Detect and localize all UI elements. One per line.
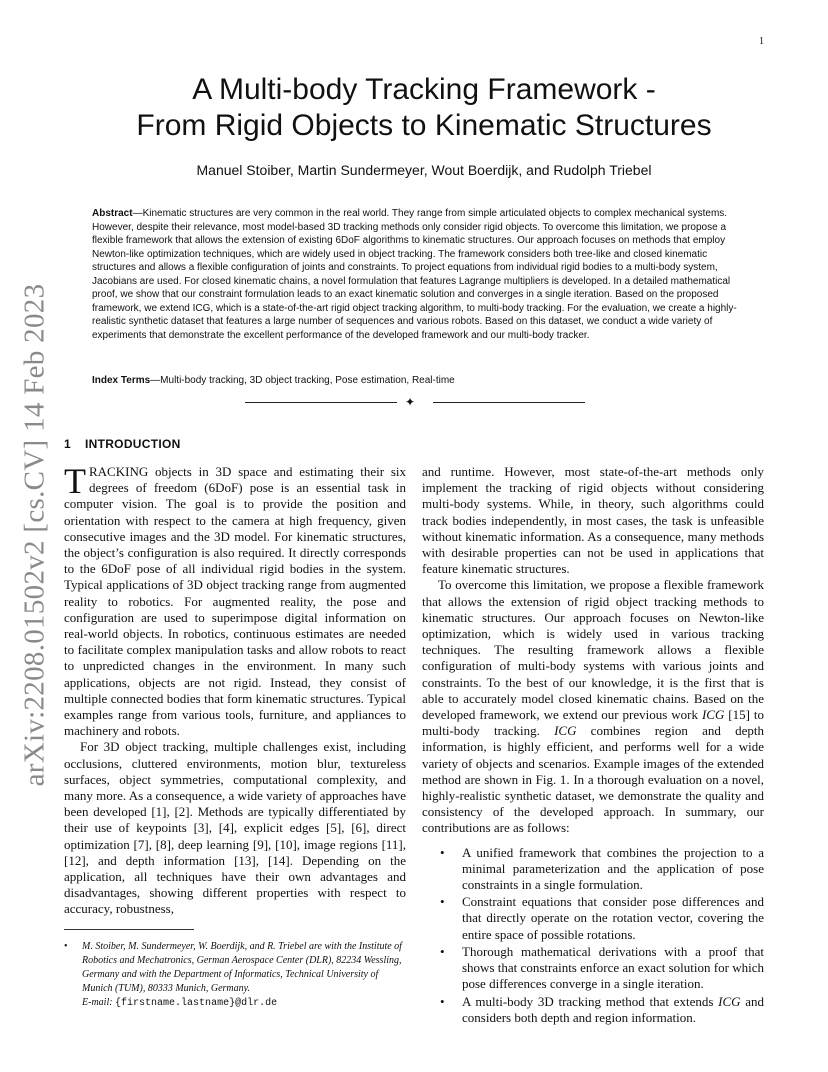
icg-ref-3: ICG xyxy=(718,993,741,1009)
footnote-email-label: E-mail: xyxy=(82,997,116,1008)
divider-line-right xyxy=(433,402,585,403)
abstract xyxy=(92,207,738,342)
intro-paragraph-2: For 3D object tracking, multiple challenges exist, including occlusions, cluttered environments, motion blur, textureless surfaces, object symmetries, computational complexity, and many more. As a consequence, a wide variety of approaches have been developed [1], [2]. Methods are typically differentiated by their use of keypoints [3], [4], explicit edges [5], [6], direct optimization [7], [8], deep learning [9], [10], image regions [11], [12], and depth information [13], [14]. Depending on the application, all techniques have their own advantages and disadvantages, showing different properties with respect to accuracy, robustness, xyxy=(64,739,406,917)
section-heading xyxy=(64,437,181,451)
title-line-1: A Multi-body Tracking Framework - xyxy=(192,73,656,106)
intro-paragraph-4 xyxy=(422,577,764,836)
list-item xyxy=(422,845,764,894)
list-item xyxy=(422,894,764,943)
abstract-text: —Kinematic structures are very common in the real world. They range from simple articulated objects to complex mechanical systems. However, despite their relevance, most model-based 3D tracking methods only consider rigid objects. To overcome this limitation, we propose a flexible framework that allows the extension of existing 6DoF algorithms to kinematic structures. Our approach focuses on methods that employ Newton-like optimization techniques, which are widely used in object tracking. The framework considers both tree-like and closed kinematic structures and allows a flexible configuration of joints and constraints. To project equations from individual rigid bodies to a multi-body system, Jacobians are used. For closed kinematic chains, a novel formulation that features Lagrange multipliers is developed. In a detailed mathematical proof, we show that our constraint formulation leads to an exact kinematic solution and converges in a single iteration. Based on the proposed framework, we extend ICG, which is a state-of-the-art rigid object tracking algorithm, to multi-body tracking. For the evaluation, we create a highly-realistic synthetic dataset that features a large number of sequences and various robots. Based on this dataset, we conduct a wide variety of experiments that demonstrate the excellent performance of the developed framework and our multi-body tracker. xyxy=(92,208,737,341)
drop-cap: T xyxy=(64,461,86,501)
contribution-text-end: and considers both depth and region information. xyxy=(462,993,764,1025)
divider-ornament-icon: ✦ xyxy=(405,395,416,409)
bullet-icon: • xyxy=(440,894,445,910)
intro-paragraph-1 xyxy=(64,461,406,739)
footnote xyxy=(64,940,406,1011)
section-title: INTRODUCTION xyxy=(84,437,181,451)
bullet-icon: • xyxy=(440,844,445,860)
authors: Manuel Stoiber, Martin Sundermeyer, Wout Boerdijk, and Rudolph Triebel xyxy=(196,162,652,178)
paragraph-4-text-b: [15] to multi-body tracking. xyxy=(422,707,764,739)
left-column xyxy=(64,461,406,918)
index-terms xyxy=(92,375,738,386)
paragraph-4-text-a: To overcome this limitation, we propose a flexible framework that allows the extension of rigid object tracking methods to kinematic structures. Our approach focuses on Newton-like optimization, which is widely used in various tracking techniques. The resulting framework allows a flexible configuration of multi-body systems with various joints and constraints. To the best of our knowledge, it is the first that is able to accurately model closed kinematic chains. Based on the developed framework, we extend our previous work xyxy=(422,577,764,723)
small-caps-lead: RACKING xyxy=(89,464,149,479)
contributions-list xyxy=(422,845,764,1026)
arxiv-id: arXiv:2208.01502v2 [cs.CV] 14 Feb 2023 xyxy=(18,283,51,787)
footnote-text: M. Stoiber, M. Sundermeyer, W. Boerdijk, and R. Triebel are with the Institute of Robotics and Mechatronics, German Aerospace Center (DLR), 82234 Wessling, Germany and with the Department of Informatics, Technical University of Munich (TUM), 80333 Munich, Germany. xyxy=(82,941,402,994)
contribution-text: Thorough mathematical derivations with a proof that shows that constraints enforce an exact solution for which pose differences converge in a single iteration. xyxy=(462,943,764,992)
intro-paragraph-3: and runtime. However, most state-of-the-art methods only implement the tracking of rigid objects without considering multi-body systems. While, in theory, such algorithms could track bodies independently, in most cases, the task is unfeasible without kinematic information. As a consequence, many methods with desirable properties can not be used in applications that feature kinematic structures. xyxy=(422,464,764,577)
footnote-bullet: • xyxy=(64,941,68,952)
bullet-icon: • xyxy=(440,993,445,1009)
paragraph-4-text-c: combines region and depth information, is highly efficient, and performs well for a wide variety of objects and scenarios. Example images of the extended method are shown in Fig. 1. In a thorough evaluation on a novel, highly-realistic synthetic dataset, we demonstrate the quality and consistency of the developed approach. In summary, our contributions are as follows: xyxy=(422,723,765,836)
contribution-text: A multi-body 3D tracking method that extends xyxy=(462,993,719,1009)
icg-ref-1: ICG xyxy=(701,707,725,723)
abstract-label: Abstract xyxy=(92,208,133,219)
icg-ref-2: ICG xyxy=(554,723,577,739)
divider-line-left xyxy=(245,402,397,403)
bullet-icon: • xyxy=(440,943,445,959)
page-number: 1 xyxy=(759,36,764,47)
section-number: 1 xyxy=(64,437,71,451)
paragraph-1-text: objects in 3D space and estimating their six degrees of freedom (6DoF) pose is an essential task in computer vision. The goal is to provide the position and orientation with respect to the camera at high frequency, given consecutive images and the 3D model. For kinematic structures, the object’s configuration is also required. It directly corresponds to the 6DoF pose of all individual rigid bodies in the system. Typical applications of 3D object tracking range from augmented reality to robotics. For augmented reality, the pose and configuration are used to superimpose digital information on real-world objects. In robotics, continuous estimates are needed to facilitate complex manipulation tasks and allow robots to react to unpredicted changes in the environment. In many such applications, objects are not rigid. Instead, they consist of multiple connected bodies that form kinematic structures. Typical examples range from various tools, furniture, and appliances to machinery and robots. xyxy=(64,464,406,739)
right-column xyxy=(422,464,764,1027)
contribution-text: A unified framework that combines the projection to a minimal parameterization and the application of pose constraints in a single formulation. xyxy=(462,844,764,893)
footnote-email: {firstname.lastname}@dlr.de xyxy=(115,998,278,1009)
section-divider xyxy=(245,395,585,409)
title-line-2: From Rigid Objects to Kinematic Structures xyxy=(136,109,712,142)
list-item xyxy=(422,994,764,1026)
contribution-text: Constraint equations that consider pose differences and that directly operate on the rotation vector, covering the entire space of possible rotations. xyxy=(462,894,764,942)
paper-title xyxy=(60,72,788,144)
index-terms-text: —Multi-body tracking, 3D object tracking, Pose estimation, Real-time xyxy=(150,375,455,386)
footnote-rule xyxy=(64,929,194,930)
index-terms-label: Index Terms xyxy=(92,375,151,386)
arxiv-sidebar xyxy=(18,283,51,787)
list-item xyxy=(422,944,764,993)
